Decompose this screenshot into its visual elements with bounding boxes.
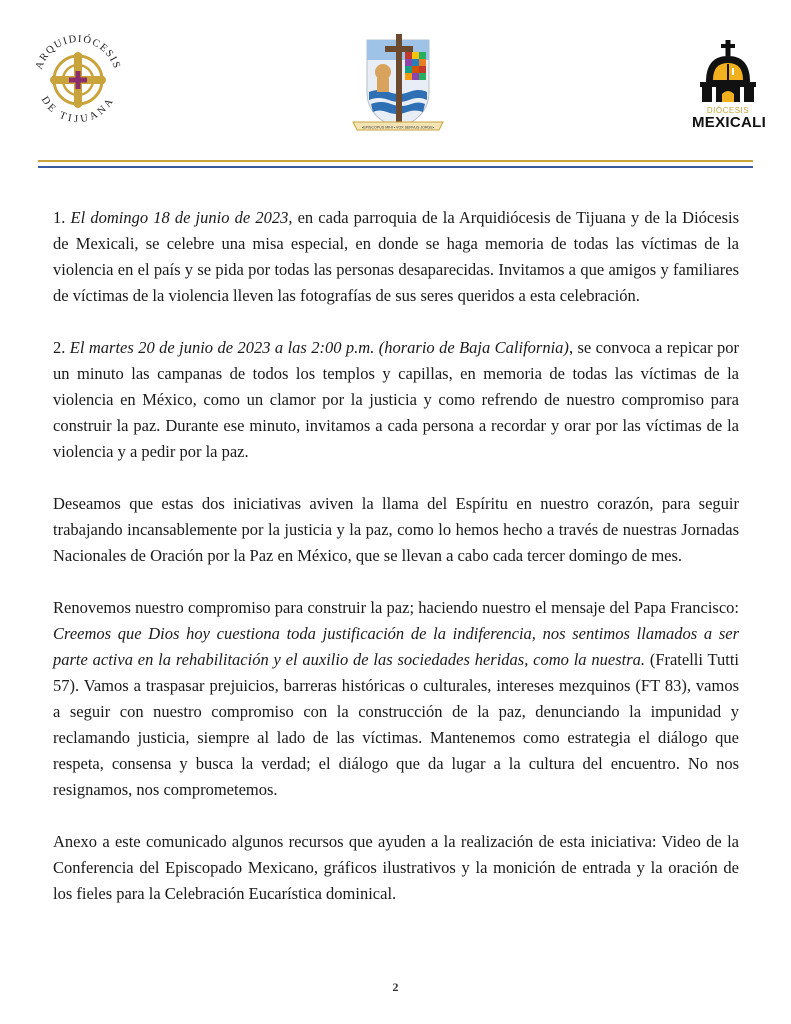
logo-ring-text-top: ARQUIDIÓCESIS xyxy=(33,33,123,71)
paragraph-1 xyxy=(53,205,739,309)
paragraph-1-number: 1. xyxy=(53,208,71,227)
paragraph-2-number: 2. xyxy=(53,338,70,357)
arquidiocesis-tijuana-logo xyxy=(28,30,128,130)
header-rule-gold xyxy=(38,160,753,162)
paragraph-4-text-cont: (Fratelli Tutti 57). Vamos a traspasar prejuicios, barreras históricas o culturales, intereses mezquinos (FT 83), vamos a seguir con nuestro compromiso con la construcción de la paz, denunciando la impunidad y reclamando justicia, siempre al lado de las víctimas. Mantenemos como estrategia el diálogo que respeta, consensa y busca la verdad; el diálogo que da lugar a la cultura del encuentro. No nos resignamos, nos comprometemos. xyxy=(53,650,739,799)
paragraph-3-text: Deseamos que estas dos iniciativas aviven la llama del Espíritu en nuestro corazón, para seguir trabajando incansablemente por la justicia y la paz, como lo hemos hecho a través de nuestras Jornadas Nacionales de Oración por la Paz en México, que se llevan a cabo cada tercer domingo de mes. xyxy=(53,494,739,565)
mexicali-label: MEXICALI xyxy=(692,114,767,131)
paragraph-5 xyxy=(53,829,739,907)
paragraph-1-date: El domingo 18 de junio de 2023, xyxy=(70,208,293,227)
paragraph-2-date: El martes 20 de junio de 2023 a las 2:00 p.m. (horario de Baja California) xyxy=(69,338,569,357)
paragraph-4-text: Renovemos nuestro compromiso para construir la paz; haciendo nuestro el mensaje del Papa Francisco: xyxy=(53,598,739,617)
document-body xyxy=(53,205,739,907)
paragraph-1-text: en cada parroquia de la Arquidiócesis de Tijuana y de la Diócesis de Mexicali, se celebre una misa especial, en donde se haga memoria de todas las víctimas de la violencia en el país y se pida por todas las personas desaparecidas. Invitamos a que amigos y familiares de víctimas de la violencia lleven las fotografías de sus seres queridos a esta celebración. xyxy=(53,208,739,305)
letterhead xyxy=(0,0,791,175)
diocesis-label: DIÓCESIS xyxy=(706,106,750,115)
paragraph-3 xyxy=(53,491,739,569)
page-number: 2 xyxy=(392,980,399,994)
diocesis-mexicali-logo xyxy=(692,38,767,131)
paragraph-2 xyxy=(53,335,739,465)
logo-ring-text-bottom: DE TIJUANA xyxy=(38,94,118,126)
paragraph-4 xyxy=(53,595,739,803)
episcopal-shield-logo xyxy=(345,30,451,136)
paragraph-2-text: , se convoca a repicar por un minuto las campanas de todos los templos y capillas, en memoria de todas las víctimas de la violencia en México, como un clamor por la justicia y como refrendo de nuestro compromiso para construir la paz. Durante ese minuto, invitamos a cada persona a recordar y orar por las víctimas de la violencia y a pedir por la paz. xyxy=(53,338,739,461)
header-rule-blue xyxy=(38,166,753,168)
shield-motto-text: •EPISCOPUS MIHI • VOX SERVUS JORGE• xyxy=(361,125,435,130)
paragraph-4-quote: Creemos que Dios hoy cuestiona toda justificación de la indiferencia, nos sentimos llamados a ser parte activa en la rehabilitación y el auxilio de las sociedades heridas, como la nuestra. xyxy=(53,624,739,669)
paragraph-5-text: Anexo a este comunicado algunos recursos que ayuden a la realización de esta iniciativa: Video de la Conferencia del Episcopado Mexicano, gráficos ilustrativos y la monición de entrada y la oración de los fieles para la Celebración Eucarística dominical. xyxy=(53,832,739,903)
